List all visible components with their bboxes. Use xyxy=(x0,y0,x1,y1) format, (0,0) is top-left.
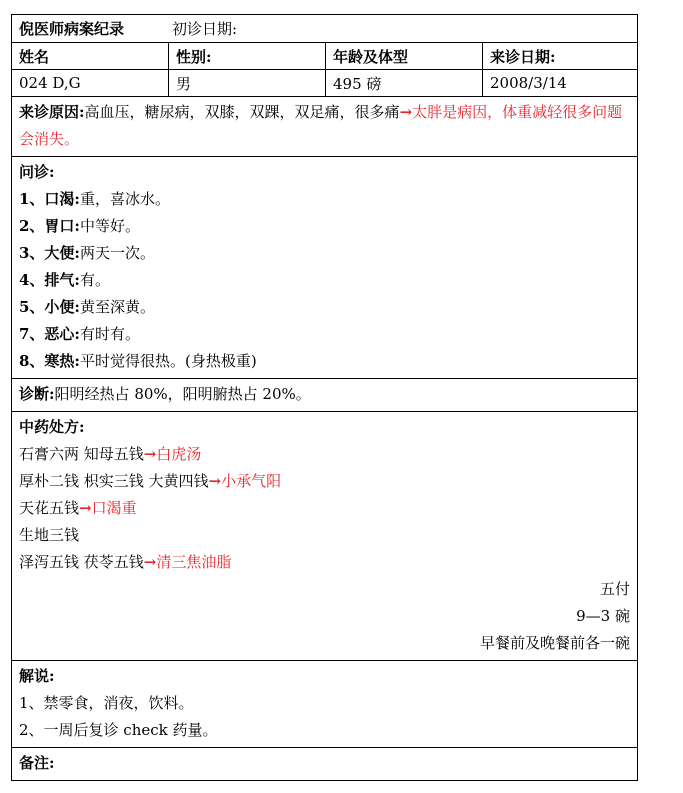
diagnosis-section xyxy=(12,379,637,412)
arrow-icon: → xyxy=(143,445,157,463)
inquiry-item: 7、恶心:有时有。 xyxy=(19,325,140,343)
first-visit-date-label: 初诊日期: xyxy=(172,20,238,38)
age-body-header: 年龄及体型 xyxy=(326,43,483,69)
inquiry-item: 5、小便:黄至深黄。 xyxy=(19,298,155,316)
prescription-section xyxy=(12,412,637,661)
visit-date-header: 来诊日期: xyxy=(490,47,556,66)
prescription-line: 天花五钱→口渴重 xyxy=(19,499,137,517)
reason-note: 太胖是病因，体重减轻很多问题会消失。 xyxy=(19,103,623,148)
inquiry-item: 2、胃口:中等好。 xyxy=(19,217,140,235)
record-header xyxy=(12,15,637,43)
prescription-dose: 五付 xyxy=(599,580,630,598)
visit-date: 2008/3/14 xyxy=(490,74,567,92)
inquiry-item: 8、寒热:平时觉得很热。(身热极重) xyxy=(19,352,257,370)
patient-name: 024 D,G xyxy=(12,70,169,96)
diagnosis-text: 阳明经热占 80%，阳明腑热占 20%。 xyxy=(54,385,311,403)
reason-section xyxy=(12,97,637,157)
explanation-item: 1、禁零食，消夜，饮料。 xyxy=(19,694,194,712)
prescription-label: 中药处方: xyxy=(19,418,85,436)
prescription-line: 生地三钱 xyxy=(19,526,80,544)
remarks-section xyxy=(12,748,637,780)
prescription-line: 厚朴二钱 枳实三钱 大黄四钱→小承气阳 xyxy=(19,472,282,490)
patient-age-body: 495 磅 xyxy=(326,70,483,96)
prescription-line: 泽泻五钱 茯苓五钱→清三焦油脂 xyxy=(19,553,232,571)
reason-label: 来诊原因: xyxy=(19,103,85,121)
inquiry-item: 1、口渴:重，喜冰水。 xyxy=(19,190,170,208)
arrow-icon: → xyxy=(79,499,92,517)
patient-sex: 男 xyxy=(169,70,326,96)
info-value-row xyxy=(12,70,637,97)
record-title: 倪医师病案纪录 xyxy=(19,20,125,38)
info-header-row xyxy=(12,43,637,70)
sex-header: 性别: xyxy=(169,43,326,69)
prescription-timing: 早餐前及晚餐前各一碗 xyxy=(479,634,630,652)
reason-text: 高血压，糖尿病，双膝，双踝，双足痛，很多痛 xyxy=(84,103,400,121)
remarks-label: 备注: xyxy=(19,754,55,772)
prescription-line: 石膏六两 知母五钱→白虎汤 xyxy=(19,445,202,463)
explanation-label: 解说: xyxy=(19,667,55,685)
arrow-icon: → xyxy=(208,472,222,490)
arrow-icon: → xyxy=(143,553,157,571)
explanation-section xyxy=(12,661,637,748)
prescription-water: 9—3 碗 xyxy=(576,607,630,625)
inquiry-label: 问诊: xyxy=(19,163,55,181)
reason-text-block xyxy=(19,99,630,153)
name-header: 姓名 xyxy=(12,43,169,69)
medical-record-sheet xyxy=(11,14,638,781)
arrow-icon: → xyxy=(399,103,413,121)
explanation-item: 2、一周后复诊 check 药量。 xyxy=(19,721,218,739)
inquiry-section xyxy=(12,157,637,379)
inquiry-item: 3、大便:两天一次。 xyxy=(19,244,155,262)
inquiry-item: 4、排气:有。 xyxy=(19,271,110,289)
diagnosis-label: 诊断: xyxy=(19,385,55,403)
